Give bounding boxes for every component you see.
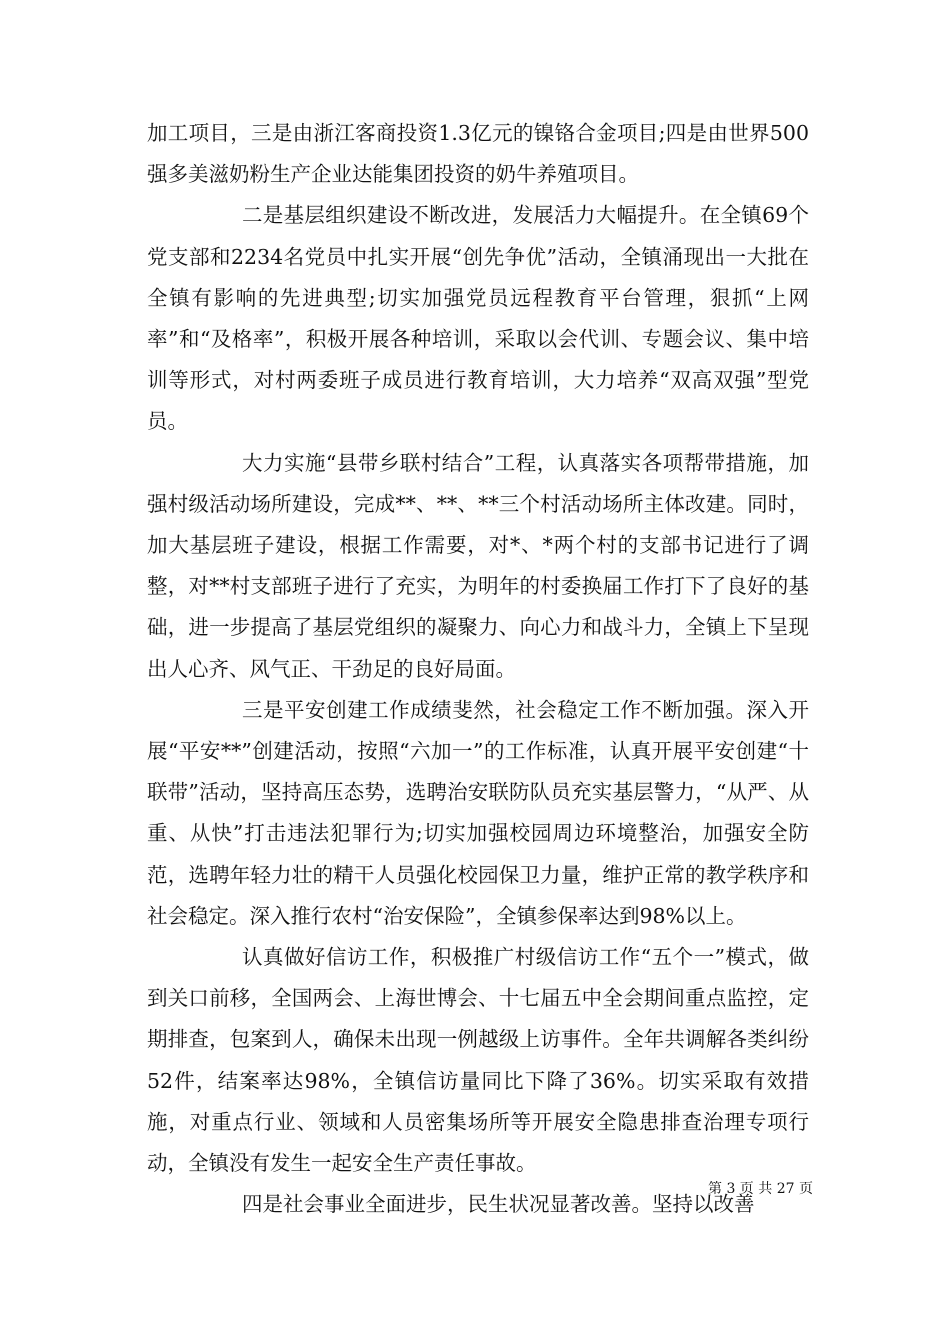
paragraph: 认真做好信访工作，积极推广村级信访工作“五个一”模式，做到关口前移，全国两会、上海世博会、十七届五中全会期间重点监控，定期排查，包案到人，确保未出现一例越级上访事件。全年共调解各类纠纷52件，结案率达98%，全镇信访量同比下降了36%。切实采取有效措施，对重点行业、领域和人员密集场所等开展安全隐患排查治理专项行动，全镇没有发生一起安全生产责任事故。	[147, 945, 809, 1176]
paragraph: 大力实施“县带乡联村结合”工程，认真落实各项帮带措施，加强村级活动场所建设，完成**、**、**三个村活动场所主体改建。同时，加大基层班子建设，根据工作需要，对*、*两个村的支部书记进行了调整，对**村支部班子进行了充实，为明年的村委换届工作打下了良好的基础，进一步提高了基层党组织的凝聚力、向心力和战斗力，全镇上下呈现出人心齐、风气正、干劲足的良好局面。	[147, 450, 809, 681]
paragraph: 四是社会事业全面进步，民生状况显著改善。坚持以改善	[242, 1192, 755, 1217]
page-number: 第 3 页 共 27 页	[708, 1181, 813, 1197]
paragraph: 加工项目，三是由浙江客商投资1.3亿元的镍铬合金项目;四是由世界500强多美滋奶粉生产企业达能集团投资的奶牛养殖项目。	[147, 121, 809, 187]
paragraph: 三是平安创建工作成绩斐然，社会稳定工作不断加强。深入开展“平安**”创建活动，按照“六加一”的工作标准，认真开展平安创建“十联带”活动，坚持高压态势，选聘治安联防队员充实基层警力，“从严、从重、从快”打击违法犯罪行为;切实加强校园周边环境整治，加强安全防范，选聘年轻力壮的精干人员强化校园保卫力量，维护正常的教学秩序和社会稳定。深入推行农村“治安保险”，全镇参保率达到98%以上。	[147, 697, 809, 928]
paragraph: 二是基层组织建设不断改进，发展活力大幅提升。在全镇69个党支部和2234名党员中扎实开展“创先争优”活动，全镇涌现出一大批在全镇有影响的先进典型;切实加强党员远程教育平台管理，狠抓“上网率”和“及格率”，积极开展各种培训，采取以会代训、专题会议、集中培训等形式，对村两委班子成员进行教育培训，大力培养“双高双强”型党员。	[147, 203, 809, 434]
document-body	[147, 113, 809, 1225]
